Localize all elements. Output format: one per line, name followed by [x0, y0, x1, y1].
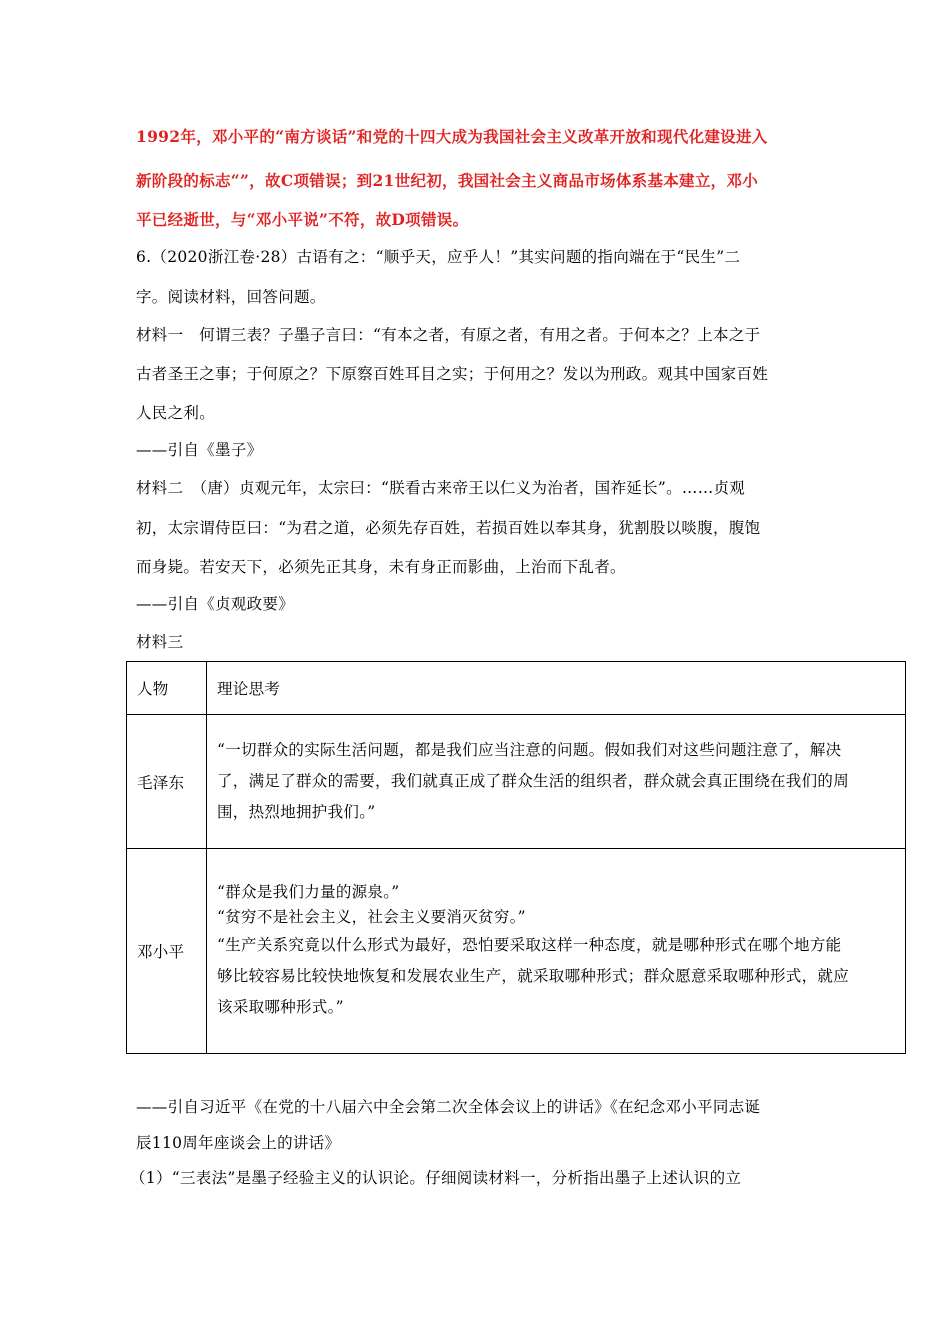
material1-source: ——引自《墨子》 — [136, 441, 263, 459]
material2-line: 初，太宗谓侍臣曰：“为君之道，必须先存百姓，若损百姓以奉其身，犹割股以啖腹，腹饱 — [136, 519, 761, 537]
quote-line: 该采取哪种形式。” — [217, 997, 344, 1016]
material1-line: 人民之利。 — [136, 404, 216, 422]
table-header-row — [127, 662, 906, 715]
answer-note-line: 新阶段的标志“”，故C项错误；到21世纪初，我国社会主义商品市场体系基本建立，邓小 — [136, 171, 759, 190]
material2-line: 材料二 （唐）贞观元年，太宗曰：“朕看古来帝王以仁义为治者，国祚延长”。……贞观 — [136, 479, 746, 497]
quote-line: 围，热烈地拥护我们。” — [217, 803, 376, 821]
sub-question-1: （1）“三表法”是墨子经验主义的认识论。仔细阅读材料一，分析指出墨子上述认识的立 — [130, 1169, 742, 1187]
table-header-cell: 人物 — [127, 662, 207, 715]
question-header-line: 字。阅读材料，回答问题。 — [136, 288, 326, 306]
table-quote-cell — [207, 715, 906, 849]
table-person-cell: 毛泽东 — [127, 715, 207, 849]
question-header-line: 6.（2020浙江卷·28）古语有之：“顺乎天，应乎人！”其实问题的指向端在于“民生”二 — [136, 248, 741, 266]
material1-line: 古者圣王之事；于何原之？下原察百姓耳目之实；于何用之？发以为刑政。观其中国家百姓 — [136, 365, 769, 383]
quote-line: “生产关系究竟以什么形式为最好，恐怕要采取这样一种态度，就是哪种形式在哪个地方能 — [217, 935, 842, 954]
material2-line: 而身毙。若安天下，必须先正其身，未有身正而影曲，上治而下乱者。 — [136, 558, 626, 576]
table-header-cell: 理论思考 — [207, 662, 906, 715]
material3-label: 材料三 — [136, 633, 184, 651]
quote-line: “贫穷不是社会主义，社会主义要消灭贫穷。” — [217, 907, 526, 926]
table-row — [127, 849, 906, 1054]
material3-table — [126, 661, 906, 1054]
material2-source: ——引自《贞观政要》 — [136, 595, 295, 613]
material3-source-line: 辰110周年座谈会上的讲话》 — [136, 1134, 341, 1152]
answer-note-line: 1992年，邓小平的“南方谈话”和党的十四大成为我国社会主义改革开放和现代化建设进入 — [136, 127, 768, 146]
quote-line: 够比较容易比较快地恢复和发展农业生产，就采取哪种形式；群众愿意采取哪种形式，就应 — [217, 966, 850, 985]
material1-line: 材料一 何谓三表？子墨子言曰：“有本之者，有原之者，有用之者。于何本之？上本之于 — [136, 326, 761, 344]
table-row — [127, 715, 906, 849]
table-person-cell: 邓小平 — [127, 849, 207, 1054]
quote-line: “一切群众的实际生活问题，都是我们应当注意的问题。假如我们对这些问题注意了，解决 — [217, 741, 842, 759]
table-quote-cell — [207, 849, 906, 1054]
quote-line: 了，满足了群众的需要，我们就真正成了群众生活的组织者，群众就会真正围绕在我们的周 — [217, 772, 850, 790]
answer-note-line: 平已经逝世，与“邓小平说”不符，故D项错误。 — [136, 210, 469, 229]
quote-line: “群众是我们力量的源泉。” — [217, 882, 400, 901]
material3-source-line: ——引自习近平《在党的十八届六中全会第二次全体会议上的讲话》《在纪念邓小平同志诞 — [136, 1098, 761, 1116]
